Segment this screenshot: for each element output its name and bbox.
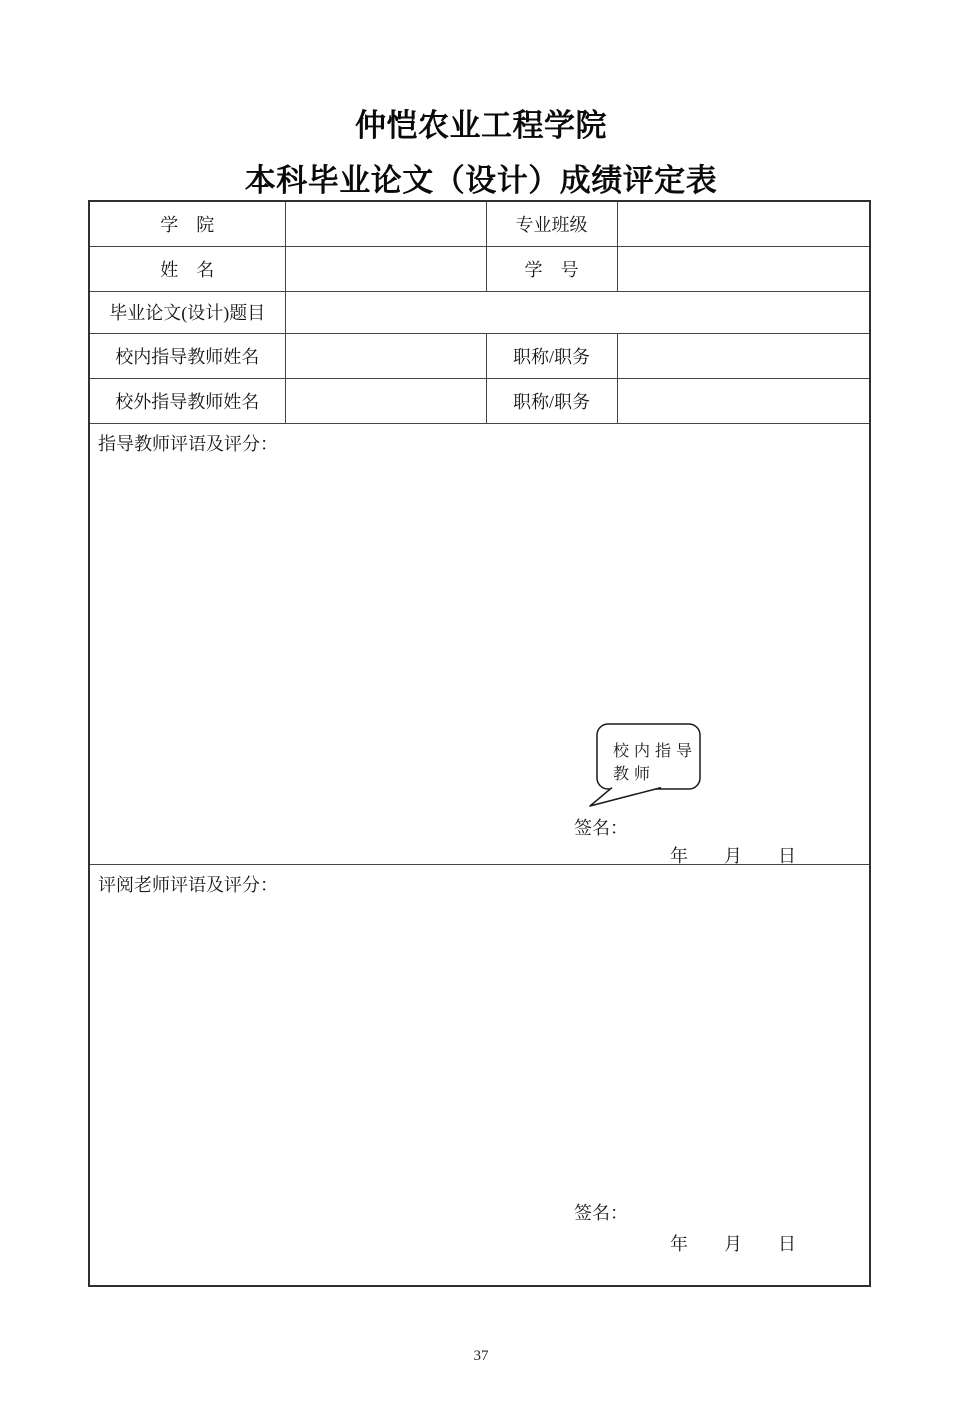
internal-advisor-name-field[interactable] [285, 333, 486, 378]
internal-advisor-name-label: 校内指导教师姓名 [89, 333, 285, 378]
reviewer-comment-area[interactable] [90, 865, 869, 1285]
table-row-internal-advisor [89, 333, 870, 378]
advisor-callout-text [613, 740, 697, 786]
table-row-external-advisor [89, 378, 870, 423]
name-label: 姓 名 [89, 246, 285, 291]
thesis-title-label: 毕业论文(设计)题目 [89, 291, 285, 333]
external-advisor-name-field[interactable] [285, 378, 486, 423]
advisor-callout [585, 719, 710, 814]
external-advisor-title-field[interactable] [617, 378, 870, 423]
student-id-value-field[interactable] [617, 246, 870, 291]
evaluation-form-table [88, 200, 871, 1287]
external-advisor-name-label: 校外指导教师姓名 [89, 378, 285, 423]
form-title: 本科毕业论文（设计）成绩评定表 [244, 163, 718, 198]
table-row-thesis-title [89, 291, 870, 333]
college-label: 学 院 [89, 201, 285, 246]
reviewer-date-line: 年 月 日 [670, 1233, 796, 1254]
major-class-label: 专业班级 [486, 201, 617, 246]
reviewer-signature-label: 签名： [574, 1202, 628, 1223]
reviewer-section-label: 评阅老师评语及评分： [98, 874, 278, 895]
external-advisor-title-label: 职称/职务 [486, 378, 617, 423]
table-row-reviewer-comments [89, 864, 870, 1286]
advisor-section-label: 指导教师评语及评分： [98, 433, 278, 454]
internal-advisor-title-field[interactable] [617, 333, 870, 378]
table-row-name [89, 246, 870, 291]
advisor-comment-area[interactable] [90, 424, 869, 864]
name-value-field[interactable] [285, 246, 486, 291]
table-row-college [89, 201, 870, 246]
internal-advisor-title-label: 职称/职务 [486, 333, 617, 378]
student-id-label: 学 号 [486, 246, 617, 291]
thesis-title-value-field[interactable] [285, 291, 870, 333]
college-value-field[interactable] [285, 201, 486, 246]
page-number: 37 [473, 1348, 489, 1364]
table-row-advisor-comments [89, 423, 870, 864]
advisor-signature-label: 签名： [574, 817, 628, 838]
advisor-callout-line1: 校内指导 [613, 742, 698, 760]
advisor-callout-line2: 教师 [613, 765, 656, 783]
advisor-date-line: 年 月 日 [670, 845, 796, 864]
school-name-title: 仲恺农业工程学院 [355, 108, 607, 143]
major-class-value-field[interactable] [617, 201, 870, 246]
